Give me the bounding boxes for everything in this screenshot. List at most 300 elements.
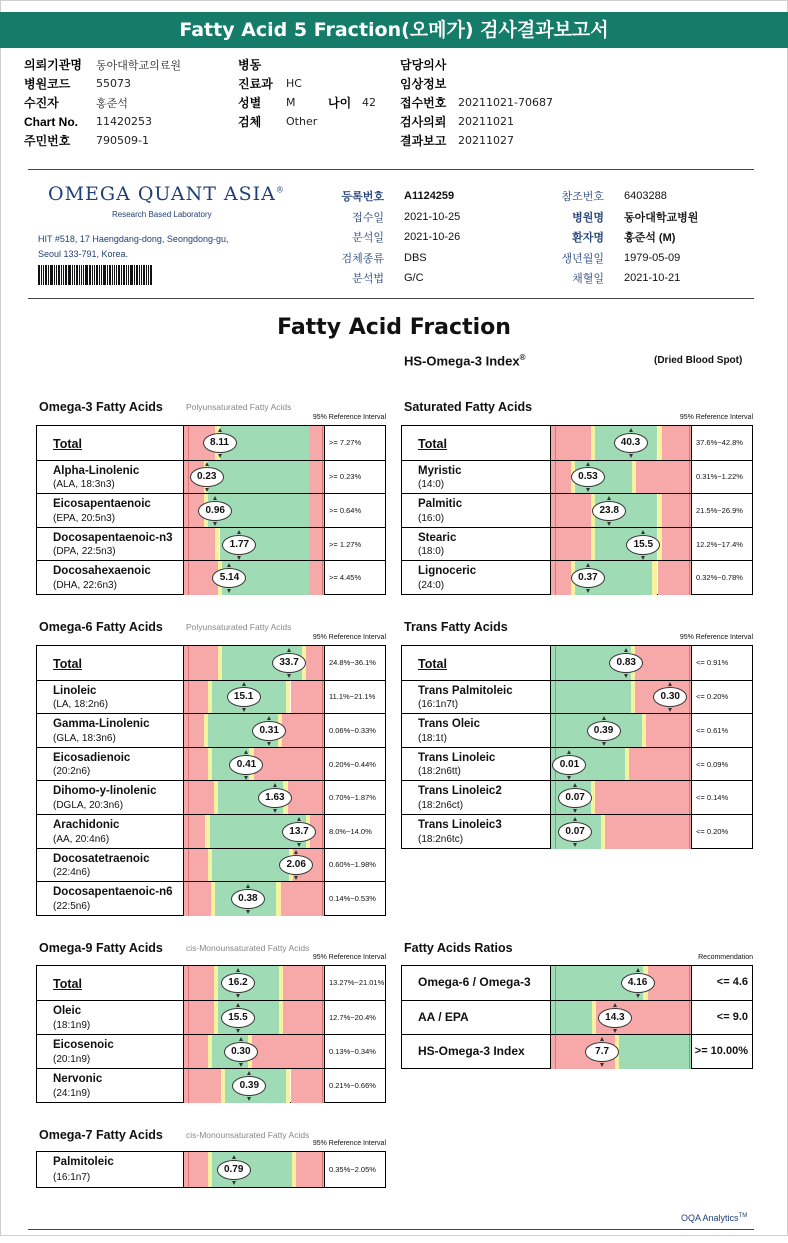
marker-tick-down [236, 1029, 240, 1033]
omega7-table [36, 1151, 386, 1188]
barcode-bar [58, 265, 60, 285]
marker-tick-up [567, 750, 571, 754]
marker-tick-up [227, 563, 231, 567]
lab-field-value: G/C [404, 272, 424, 285]
marker-tick-up [237, 530, 241, 534]
barcode-bar [85, 265, 88, 285]
range-guide-line [188, 528, 189, 562]
row-abbreviation: (16:0) [418, 512, 445, 524]
reference-value: 0.70%~1.87% [329, 793, 376, 803]
row-abbreviation: (16:1n7t) [418, 699, 459, 711]
label-patient: 수진자 [24, 96, 59, 110]
range-bar [183, 1152, 325, 1187]
reference-interval-label: 95% Reference Interval [679, 634, 753, 641]
marker-tick-down [586, 589, 590, 593]
barcode-bar [148, 265, 149, 285]
patient-info-col3 [400, 55, 553, 150]
row-name: AA / EPA [418, 1010, 469, 1024]
range-band-red [184, 1069, 221, 1103]
range-band-red [662, 494, 692, 528]
lab-field-value: DBS [404, 251, 427, 264]
reference-value: >= 0.23% [329, 472, 362, 482]
result-marker: 0.31 [252, 721, 286, 741]
index-title [404, 353, 526, 368]
marker-tick-up [573, 817, 577, 821]
range-band-red [662, 426, 692, 460]
range-guide-line [322, 681, 323, 715]
result-marker: 2.06 [279, 855, 313, 875]
lab-field-key: 분석법 [352, 273, 384, 286]
row-abbreviation: (24:1n9) [53, 1088, 91, 1099]
row-name: Dihomo-y-linolenic [53, 785, 157, 798]
range-bar [550, 528, 692, 562]
table-row [37, 848, 385, 882]
result-marker: 16.2 [221, 973, 255, 993]
result-marker: 0.23 [190, 467, 224, 487]
marker-tick-down [236, 994, 240, 998]
barcode-bar [65, 265, 67, 285]
reference-value: 37.6%~42.8% [696, 437, 743, 447]
barcode-bar [96, 265, 98, 285]
sample-type: (Dried Blood Spot) [654, 355, 743, 366]
row-name: Trans Linoleic [418, 751, 496, 764]
marker-tick-up [607, 496, 611, 500]
range-guide-line [188, 646, 189, 680]
range-bar [550, 561, 692, 595]
lab-field-row [534, 227, 698, 248]
barcode-bar [68, 265, 71, 285]
range-guide-line [322, 1035, 323, 1069]
barcode-bar [76, 265, 78, 285]
row-abbreviation: (16:1n7) [53, 1172, 91, 1183]
range-bar [183, 561, 325, 595]
marker-tick-up [624, 648, 628, 652]
range-bar [550, 461, 692, 495]
range-guide-line [188, 781, 189, 815]
range-guide-line [689, 494, 690, 528]
barcode-bar [89, 265, 91, 285]
lab-field-value: 동아대학교병원 [624, 211, 699, 224]
row-abbreviation: (18:1t) [418, 732, 447, 744]
value-department: HC [286, 77, 302, 90]
range-guide-line [689, 748, 690, 782]
row-abbreviation: (EPA, 20:5n3) [53, 512, 116, 524]
marker-tick-down [573, 843, 577, 847]
omega3-section-title: Omega-3 Fatty Acids [39, 400, 163, 414]
table-row [402, 680, 752, 714]
range-bar [550, 714, 692, 748]
range-band-red [184, 815, 205, 849]
marker-tick-up [629, 428, 633, 432]
range-band-green [212, 849, 289, 883]
row-name: Eicosenoic [53, 1039, 114, 1051]
table-row [37, 460, 385, 494]
barcode-bar [43, 265, 44, 285]
range-band-red [252, 1035, 325, 1069]
result-marker: 0.07 [558, 788, 592, 808]
range-bar [183, 461, 325, 495]
range-band-red [283, 1001, 325, 1035]
result-marker: 0.07 [558, 822, 592, 842]
range-band-red [254, 748, 325, 782]
index-title-mark: ® [519, 353, 526, 362]
value-hospital-code: 55073 [96, 77, 131, 90]
label-resident-no: 주민번호 [24, 134, 71, 148]
lab-logo-subtitle: Research Based Laboratory [112, 210, 212, 219]
trans-table [401, 645, 753, 849]
row-name: Linoleic [53, 684, 97, 697]
barcode-bar [107, 265, 108, 285]
row-name: Palmitic [418, 498, 463, 511]
range-bar [183, 714, 325, 748]
omega3-section-subtitle: Polyunsaturated Fatty Acids [186, 402, 292, 412]
reference-interval-label: 95% Reference Interval [679, 414, 753, 421]
marker-tick-down [600, 1063, 604, 1067]
omega3-table [36, 425, 386, 595]
label-ward: 병동 [238, 58, 262, 72]
divider-mid [28, 298, 754, 299]
marker-tick-down [242, 708, 246, 712]
range-guide-line [188, 966, 189, 1000]
footer-text: OQA Analytics [681, 1213, 739, 1223]
range-guide-line [322, 494, 323, 528]
lab-field-row [318, 227, 460, 248]
barcode-bar [116, 265, 117, 285]
barcode-bar [128, 265, 129, 285]
omega6-section-title: Omega-6 Fatty Acids [39, 620, 163, 634]
range-guide-line [322, 528, 323, 562]
page-title: Fatty Acid Fraction [277, 315, 511, 340]
barcode-bar [114, 265, 115, 285]
barcode-bar [48, 265, 49, 285]
reference-value: 0.31%~1.22% [696, 472, 743, 482]
table-row [37, 646, 385, 680]
range-guide-line [689, 1001, 690, 1035]
marker-tick-up [668, 682, 672, 686]
range-guide-line [689, 966, 690, 1000]
range-guide-line [555, 461, 556, 495]
marker-tick-down [218, 454, 222, 458]
label-specimen: 검체 [238, 115, 262, 129]
lab-field-row [534, 186, 698, 207]
range-band-red [605, 815, 692, 849]
row-name: Omega-6 / Omega-3 [418, 975, 531, 989]
marker-tick-up [600, 1037, 604, 1041]
row-abbreviation: (ALA, 18:3n3) [53, 479, 115, 491]
range-band-red [658, 561, 693, 595]
range-bar [183, 966, 325, 1000]
row-name: Myristic [418, 464, 462, 477]
marker-tick-up [244, 750, 248, 754]
range-guide-line [188, 748, 189, 782]
table-row [37, 780, 385, 814]
range-band-red [291, 1069, 326, 1103]
report-title: Fatty Acid 5 Fraction(오메가) 검사결과보고서 [0, 12, 788, 48]
marker-tick-up [213, 496, 217, 500]
barcode-bar [56, 265, 57, 285]
lab-logo [48, 183, 285, 205]
result-marker: 15.5 [221, 1008, 255, 1028]
result-marker: 1.63 [258, 788, 292, 808]
lab-field-key: 환자명 [572, 232, 604, 245]
result-marker: 0.39 [232, 1076, 266, 1096]
marker-tick-down [297, 843, 301, 847]
result-marker: 0.01 [552, 755, 586, 775]
range-guide-line [555, 426, 556, 460]
row-name: Oleic [53, 1005, 82, 1017]
reference-value: 11.1%~21.1% [329, 692, 376, 702]
range-bar [183, 849, 325, 883]
range-guide-line [689, 426, 690, 460]
value-report-date: 20211027 [458, 134, 514, 147]
range-guide-line [322, 748, 323, 782]
reference-value: 21.5%~26.9% [696, 505, 743, 515]
range-guide-line [555, 528, 556, 562]
lab-field-value: A1124259 [404, 190, 455, 203]
range-guide-line [689, 714, 690, 748]
label-chart-no: Chart No. [24, 114, 78, 129]
result-marker: 0.79 [217, 1160, 251, 1180]
label-age: 나이 [328, 96, 352, 110]
result-marker: 0.38 [231, 889, 265, 909]
lab-field-key: 접수일 [352, 211, 384, 224]
saturated-table [401, 425, 753, 595]
result-marker: 23.8 [592, 501, 626, 521]
result-marker: 7.7 [585, 1042, 619, 1062]
row-abbreviation: (18:1n9) [53, 1020, 91, 1031]
lab-field-value: 2021-10-21 [624, 272, 681, 285]
table-row [402, 646, 752, 680]
row-name: Arachidonic [53, 819, 120, 831]
result-marker: 4.16 [621, 973, 655, 993]
ratios-section-title: Fatty Acids Ratios [404, 941, 513, 955]
barcode-bar [50, 265, 53, 285]
range-bar [550, 646, 692, 680]
lab-field-key: 등록번호 [341, 191, 384, 204]
marker-tick-up [641, 530, 645, 534]
barcode-bar [130, 265, 133, 285]
reference-value: >= 7.27% [329, 437, 362, 447]
range-bar [183, 646, 325, 680]
table-row [402, 966, 752, 1000]
range-guide-line [188, 561, 189, 595]
reference-interval-label: 95% Reference Interval [312, 954, 386, 961]
reference-value: 13.27%~21.01% [329, 978, 385, 987]
lab-field-key: 분석일 [352, 232, 384, 245]
row-name: Total [53, 656, 82, 671]
barcode-bar [63, 265, 64, 285]
reference-value: >= 1.27% [329, 539, 362, 549]
table-row [402, 460, 752, 494]
row-name: Nervonic [53, 1073, 103, 1085]
label-sex: 성별 [238, 96, 262, 110]
row-name: Lignoceric [418, 565, 477, 578]
value-resident-no: 790509-1 [96, 134, 149, 147]
range-guide-line [689, 815, 690, 849]
reference-value: 0.32%~0.78% [696, 573, 743, 583]
lab-fields-right [534, 186, 698, 289]
marker-tick-down [668, 708, 672, 712]
range-guide-line [555, 494, 556, 528]
marker-tick-down [205, 488, 209, 492]
range-guide-line [689, 781, 690, 815]
marker-tick-up [586, 563, 590, 567]
row-name: Stearic [418, 531, 457, 544]
range-band-red [551, 561, 571, 595]
result-marker: 0.53 [571, 467, 605, 487]
result-marker: 13.7 [282, 822, 316, 842]
marker-tick-down [213, 522, 217, 526]
lab-field-row [534, 268, 698, 289]
result-marker: 40.3 [614, 433, 648, 453]
marker-tick-down [237, 556, 241, 560]
range-guide-line [555, 714, 556, 748]
range-band-red [662, 528, 692, 562]
row-name: Docosahexaenoic [53, 565, 151, 578]
reference-value: 8.0%~14.0% [329, 826, 372, 836]
marker-tick-down [641, 556, 645, 560]
marker-tick-up [267, 716, 271, 720]
reference-value: 0.60%~1.98% [329, 860, 376, 870]
marker-tick-up [573, 783, 577, 787]
marker-tick-down [602, 742, 606, 746]
range-guide-line [689, 681, 690, 715]
range-guide-line [555, 646, 556, 680]
range-guide-line [555, 815, 556, 849]
barcode-bar [146, 265, 147, 285]
barcode-bar [38, 265, 40, 285]
lab-field-key: 참조번호 [561, 191, 604, 204]
reference-value: 0.35%~2.05% [329, 1164, 376, 1174]
range-band-red [283, 966, 325, 1000]
barcode-bar [126, 265, 127, 285]
table-row [402, 426, 752, 460]
lab-field-value: 홍준석 (M) [624, 232, 676, 245]
marker-tick-up [232, 1155, 236, 1159]
omega9-table [36, 965, 386, 1103]
reference-value: 0.21%~0.66% [329, 1081, 376, 1090]
row-name: HS-Omega-3 Index [418, 1044, 525, 1058]
barcode-bar [139, 265, 140, 285]
marker-tick-down [573, 809, 577, 813]
range-bar [550, 748, 692, 782]
range-guide-line [188, 494, 189, 528]
lab-field-row [534, 207, 698, 228]
patient-info-col2 [238, 55, 376, 131]
row-abbreviation: (20:1n9) [53, 1054, 91, 1065]
omega6-section-subtitle: Polyunsaturated Fatty Acids [186, 622, 292, 632]
table-row [37, 527, 385, 561]
barcode-bar [150, 265, 152, 285]
range-bar [550, 494, 692, 528]
range-band-red [184, 714, 204, 748]
lab-field-key: 채혈일 [572, 273, 604, 286]
barcode-bar [121, 265, 122, 285]
range-band-green [619, 1035, 692, 1069]
range-guide-line [322, 849, 323, 883]
label-report-date: 결과보고 [400, 134, 447, 148]
lab-address-line1: HIT #518, 17 Haengdang-dong, Seongdong-gu, [38, 234, 229, 244]
row-name: Total [53, 977, 82, 991]
barcode-bar [134, 265, 135, 285]
barcode-bar [41, 265, 42, 285]
label-institution: 의뢰기관명 [24, 58, 82, 72]
row-name: Trans Oleic [418, 718, 481, 731]
result-marker: 0.30 [653, 687, 687, 707]
range-guide-line [555, 1035, 556, 1069]
range-band-red [636, 461, 692, 495]
recommendation-label: Recommendation [698, 954, 753, 961]
marker-tick-down [567, 776, 571, 780]
range-guide-line [322, 882, 323, 916]
reference-value: <= 0.14% [696, 793, 729, 803]
trans-section-title: Trans Fatty Acids [404, 620, 508, 634]
omega6-table [36, 645, 386, 916]
range-guide-line [188, 1001, 189, 1035]
lab-field-row [318, 248, 460, 269]
row-name: Trans Linoleic3 [418, 819, 502, 831]
value-institution: 동아대학교의료원 [96, 58, 182, 72]
row-abbreviation: (18:0) [418, 546, 445, 558]
range-bar [183, 1001, 325, 1035]
table-row [37, 1000, 385, 1034]
barcode-bar [54, 265, 55, 285]
result-marker: 0.37 [571, 568, 605, 588]
reference-value: 12.2%~17.4% [696, 539, 743, 549]
range-bar [183, 882, 325, 916]
range-band-red [551, 494, 591, 528]
row-name: Trans Linoleic2 [418, 785, 502, 798]
range-guide-line [188, 1035, 189, 1069]
marker-tick-down [247, 1097, 251, 1101]
marker-tick-down [624, 674, 628, 678]
label-department: 진료과 [238, 77, 273, 91]
marker-tick-up [236, 968, 240, 972]
result-marker: 15.1 [227, 687, 261, 707]
row-abbreviation: (22:4n6) [53, 867, 91, 879]
result-marker: 5.14 [212, 568, 246, 588]
marker-tick-up [613, 1003, 617, 1007]
divider-bottom [28, 1229, 754, 1230]
range-bar [183, 426, 325, 460]
reference-interval-label: 95% Reference Interval [312, 634, 386, 641]
row-abbreviation: (20:2n6) [53, 766, 91, 778]
marker-tick-up [586, 462, 590, 466]
value-request-date: 20211021 [458, 115, 514, 128]
range-guide-line [689, 1035, 690, 1069]
barcode [38, 265, 172, 285]
reference-value: >= 0.64% [329, 505, 362, 515]
range-bar [550, 426, 692, 460]
barcode-bar [143, 265, 145, 285]
marker-tick-down [267, 742, 271, 746]
omega7-section-title: Omega-7 Fatty Acids [39, 1128, 163, 1142]
label-hospital-code: 병원코드 [24, 77, 71, 91]
omega9-section-subtitle: cis-Monounsaturated Fatty Acids [186, 943, 310, 953]
reference-value: <= 0.09% [696, 759, 729, 769]
barcode-bar [141, 265, 142, 285]
index-title-text: HS-Omega-3 Index [404, 353, 520, 369]
label-request-date: 검사의뢰 [400, 115, 447, 129]
label-doctor: 담당의사 [400, 58, 447, 72]
barcode-bar [112, 265, 113, 285]
reference-value: <= 9.0 [716, 1011, 748, 1023]
marker-tick-up [236, 1003, 240, 1007]
reference-value: <= 0.91% [696, 657, 729, 667]
range-guide-line [555, 1001, 556, 1035]
range-guide-line [322, 815, 323, 849]
marker-tick-down [636, 994, 640, 998]
